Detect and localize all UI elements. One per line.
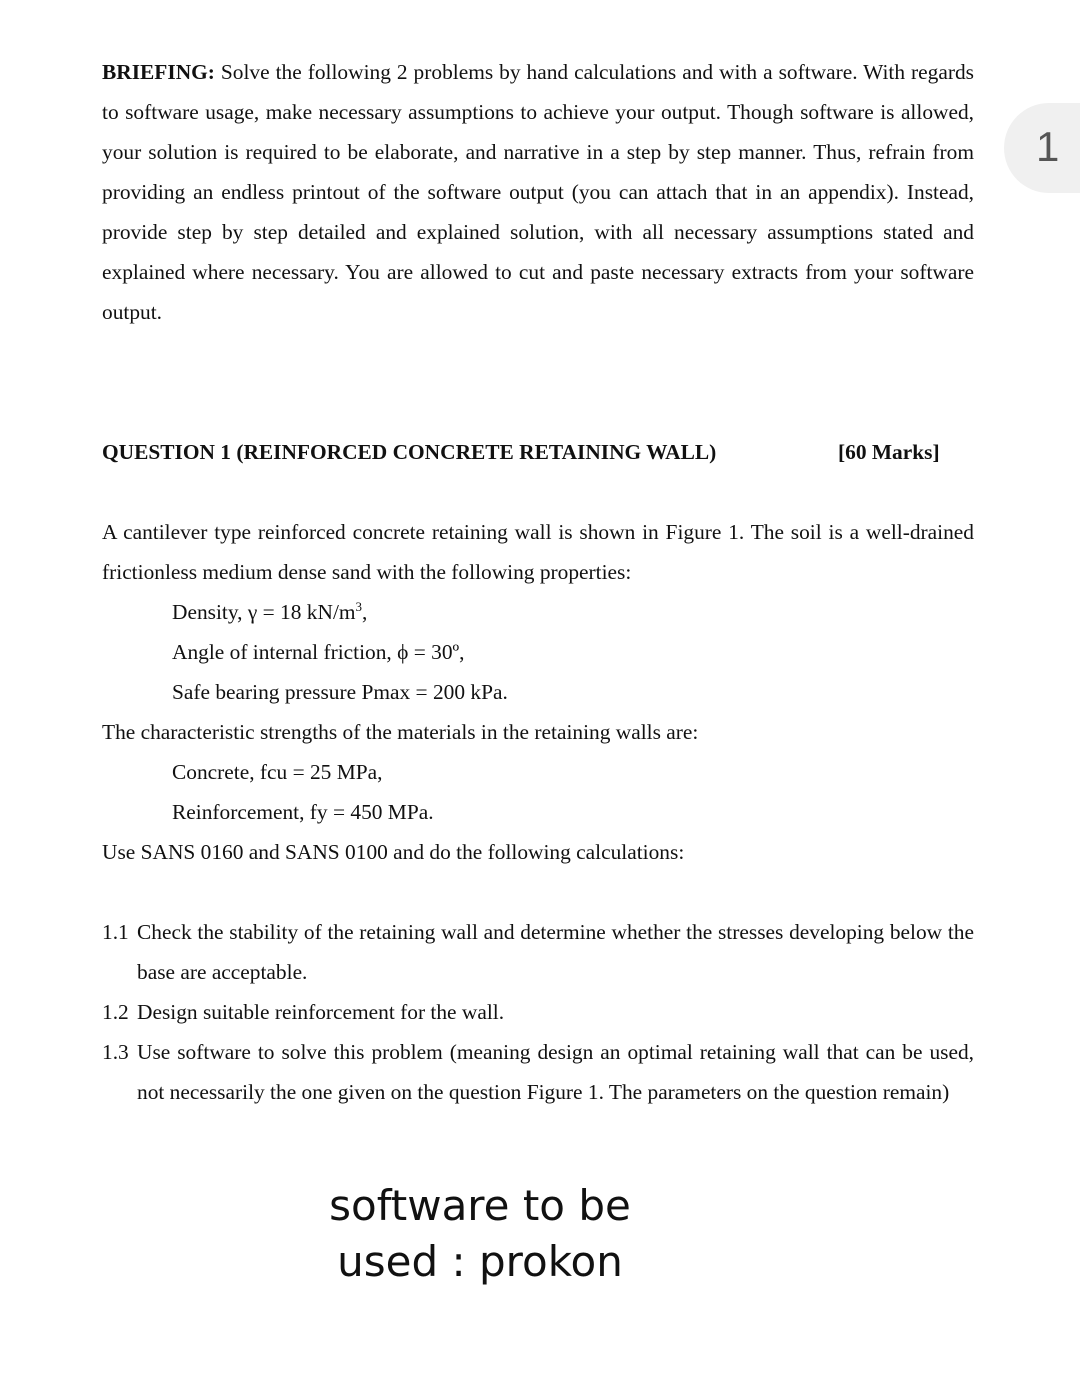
briefing-label: BRIEFING: xyxy=(102,60,215,84)
question-marks: [60 Marks] xyxy=(838,440,940,464)
soil-friction: Angle of internal friction, ϕ = 30º, xyxy=(172,640,465,664)
task-text: Check the stability of the retaining wall and determine whether the stresses developing below the base are acceptable. xyxy=(137,920,974,984)
material-reinforcement: Reinforcement, fy = 450 MPa. xyxy=(172,800,434,824)
density-exponent: 3 xyxy=(355,598,363,614)
materials-intro: The characteristic strengths of the materials in the retaining walls are: xyxy=(102,720,699,744)
task-item xyxy=(102,1032,974,1112)
task-item xyxy=(102,912,974,992)
page-number: 1 xyxy=(1036,123,1060,170)
task-number: 1.2 xyxy=(102,1000,129,1024)
briefing-text: Solve the following 2 problems by hand calculations and with a software. With regards to software usage, make necessary assumptions to achieve your output. Though software is allowed, your solution is required to be elaborate, and narrative in a step by step manner. Thus, refrain from providing an endless printout of the software output (you can attach that in an appendix). Instead, provide step by step detailed and explained solution, with all necessary assumptions stated and explained where necessary. You are allowed to cut and paste necessary extracts from your software output. xyxy=(102,60,974,324)
codes-statement: Use SANS 0160 and SANS 0100 and do the following calculations: xyxy=(102,840,685,864)
question-heading: QUESTION 1 (REINFORCED CONCRETE RETAINING WALL) xyxy=(102,440,717,464)
software-note xyxy=(280,1178,680,1290)
task-list xyxy=(102,912,974,1112)
task-item xyxy=(102,992,974,1032)
soil-bearing: Safe bearing pressure Pmax = 200 kPa. xyxy=(172,680,508,704)
software-note-line-2: used : prokon xyxy=(337,1237,623,1286)
task-number: 1.1 xyxy=(102,920,129,944)
task-text: Use software to solve this problem (meaning design an optimal retaining wall that can be used, not necessarily the one given on the question Figure 1. The parameters on the question remain) xyxy=(137,1040,974,1104)
task-number: 1.3 xyxy=(102,1040,129,1064)
question-intro: A cantilever type reinforced concrete retaining wall is shown in Figure 1. The soil is a well-drained frictionless medium dense sand with the following properties: xyxy=(102,520,974,584)
material-concrete: Concrete, fcu = 25 MPa, xyxy=(172,760,383,784)
soil-density: Density, γ = 18 $kN/m^3$, xyxy=(172,598,368,624)
software-note-line-1: software to be xyxy=(329,1181,631,1230)
task-text: Design suitable reinforcement for the wall. xyxy=(137,1000,505,1024)
briefing-paragraph xyxy=(102,52,974,332)
